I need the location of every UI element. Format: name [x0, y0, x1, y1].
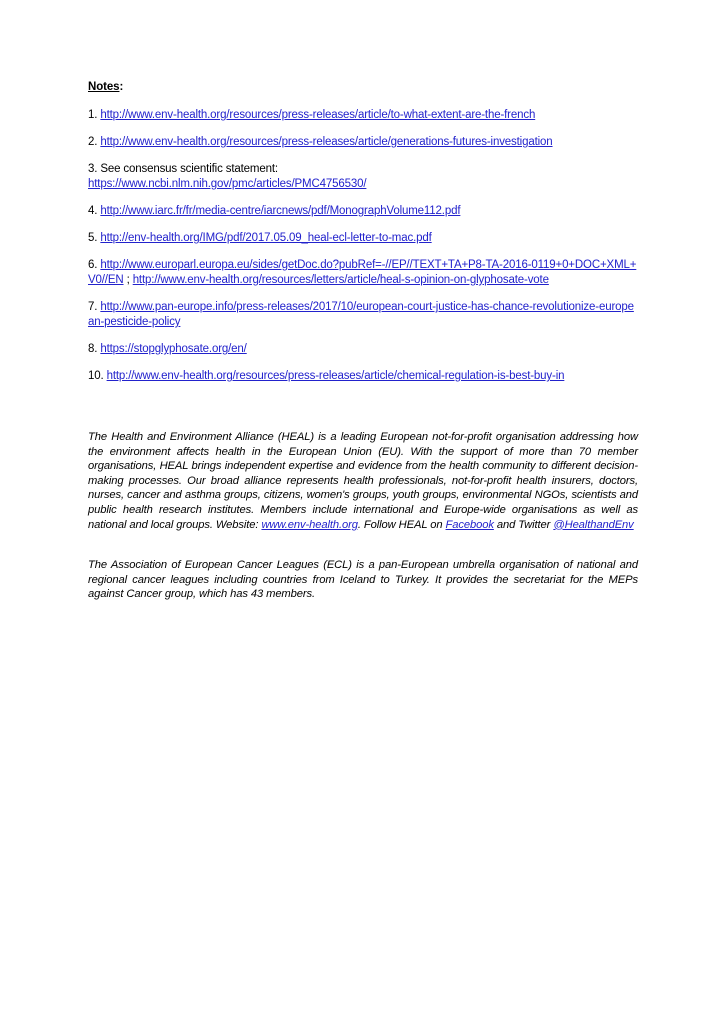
- note-url-link[interactable]: http://www.europarl.europa.eu/sides/getDoc.do?pubRef=-//EP//TEXT+TA+P8-TA-2016-0119+0+DOC+XML+V0//EN: [88, 259, 637, 286]
- note-number: 4.: [88, 205, 101, 217]
- heal-description-text-3: and Twitter: [493, 518, 554, 531]
- note-number: 7.: [88, 301, 101, 313]
- note-item: [88, 342, 638, 357]
- note-url-link[interactable]: https://www.ncbi.nlm.nih.gov/pmc/articles/PMC4756530/: [88, 178, 367, 190]
- note-number: 8.: [88, 343, 101, 355]
- note-item: [88, 300, 638, 330]
- ecl-description-paragraph: The Association of European Cancer Leagues (ECL) is a pan-European umbrella organisation of national and regional cancer leagues including countries from Iceland to Turkey. It provides the secretariat for the MEPs against Cancer group, which has 43 members.: [88, 559, 638, 601]
- note-url-link[interactable]: http://www.env-health.org/resources/press-releases/article/chemical-regulation-is-best-buy-in: [106, 370, 565, 382]
- note-url-link[interactable]: http://env-health.org/IMG/pdf/2017.05.09_heal-ecl-letter-to-mac.pdf: [100, 232, 432, 244]
- heal-description-text-2: . Follow HEAL on: [357, 518, 446, 531]
- note-item: [88, 204, 638, 219]
- notes-heading-word: Notes: [88, 81, 120, 93]
- heal-twitter-link[interactable]: @HealthandEnv: [553, 518, 634, 531]
- note-number: 2.: [88, 136, 101, 148]
- note-url-link[interactable]: http://www.env-health.org/resources/press-releases/article/to-what-extent-are-the-french: [100, 109, 536, 121]
- note-number: 5.: [88, 232, 101, 244]
- note-number: 10.: [88, 370, 107, 382]
- note-url-link[interactable]: http://www.env-health.org/resources/press-releases/article/generations-futures-investigation: [100, 136, 553, 148]
- notes-heading-colon: :: [119, 81, 124, 93]
- note-url-link[interactable]: https://stopglyphosate.org/en/: [100, 343, 247, 355]
- document-content: [88, 80, 638, 602]
- note-number: 3.: [88, 163, 101, 175]
- note-item: [88, 108, 638, 123]
- heal-website-link[interactable]: www.env-health.org: [261, 518, 358, 531]
- note-text: See consensus scientific statement:: [100, 163, 278, 175]
- note-item: [88, 135, 638, 150]
- note-number: 6.: [88, 259, 101, 271]
- notes-list: [88, 108, 638, 384]
- heal-facebook-link[interactable]: Facebook: [445, 518, 494, 531]
- note-separator: ;: [123, 274, 133, 286]
- note-item: [88, 162, 638, 192]
- note-item: [88, 369, 638, 384]
- note-url-link[interactable]: http://www.pan-europe.info/press-releases/2017/10/european-court-justice-has-chance-revolutionize-european-pesticide-policy: [88, 301, 634, 328]
- notes-heading: [88, 80, 638, 94]
- note-url-link[interactable]: http://www.iarc.fr/fr/media-centre/iarcnews/pdf/MonographVolume112.pdf: [100, 205, 461, 217]
- note-number: 1.: [88, 109, 101, 121]
- note-url-link[interactable]: http://www.env-health.org/resources/letters/article/heal-s-opinion-on-glyphosate-vote: [132, 274, 549, 286]
- heal-description-text-1: The Health and Environment Alliance (HEAL) is a leading European not-for-profit organisation addressing how the environment affects health in the European Union (EU). With the support of more than 70 member organisations, HEAL brings independent expertise and evidence from the health community to different decision-making processes. Our broad alliance represents health professionals, not-for-profit health insurers, doctors, nurses, cancer and asthma groups, citizens, women's groups, youth groups, environmental NGOs, scientists and public health research institutes. Members include international and Europe-wide organisations as well as national and local groups. Website:: [88, 431, 638, 531]
- note-item: [88, 231, 638, 246]
- heal-description-paragraph: [88, 430, 638, 532]
- note-item: [88, 258, 638, 288]
